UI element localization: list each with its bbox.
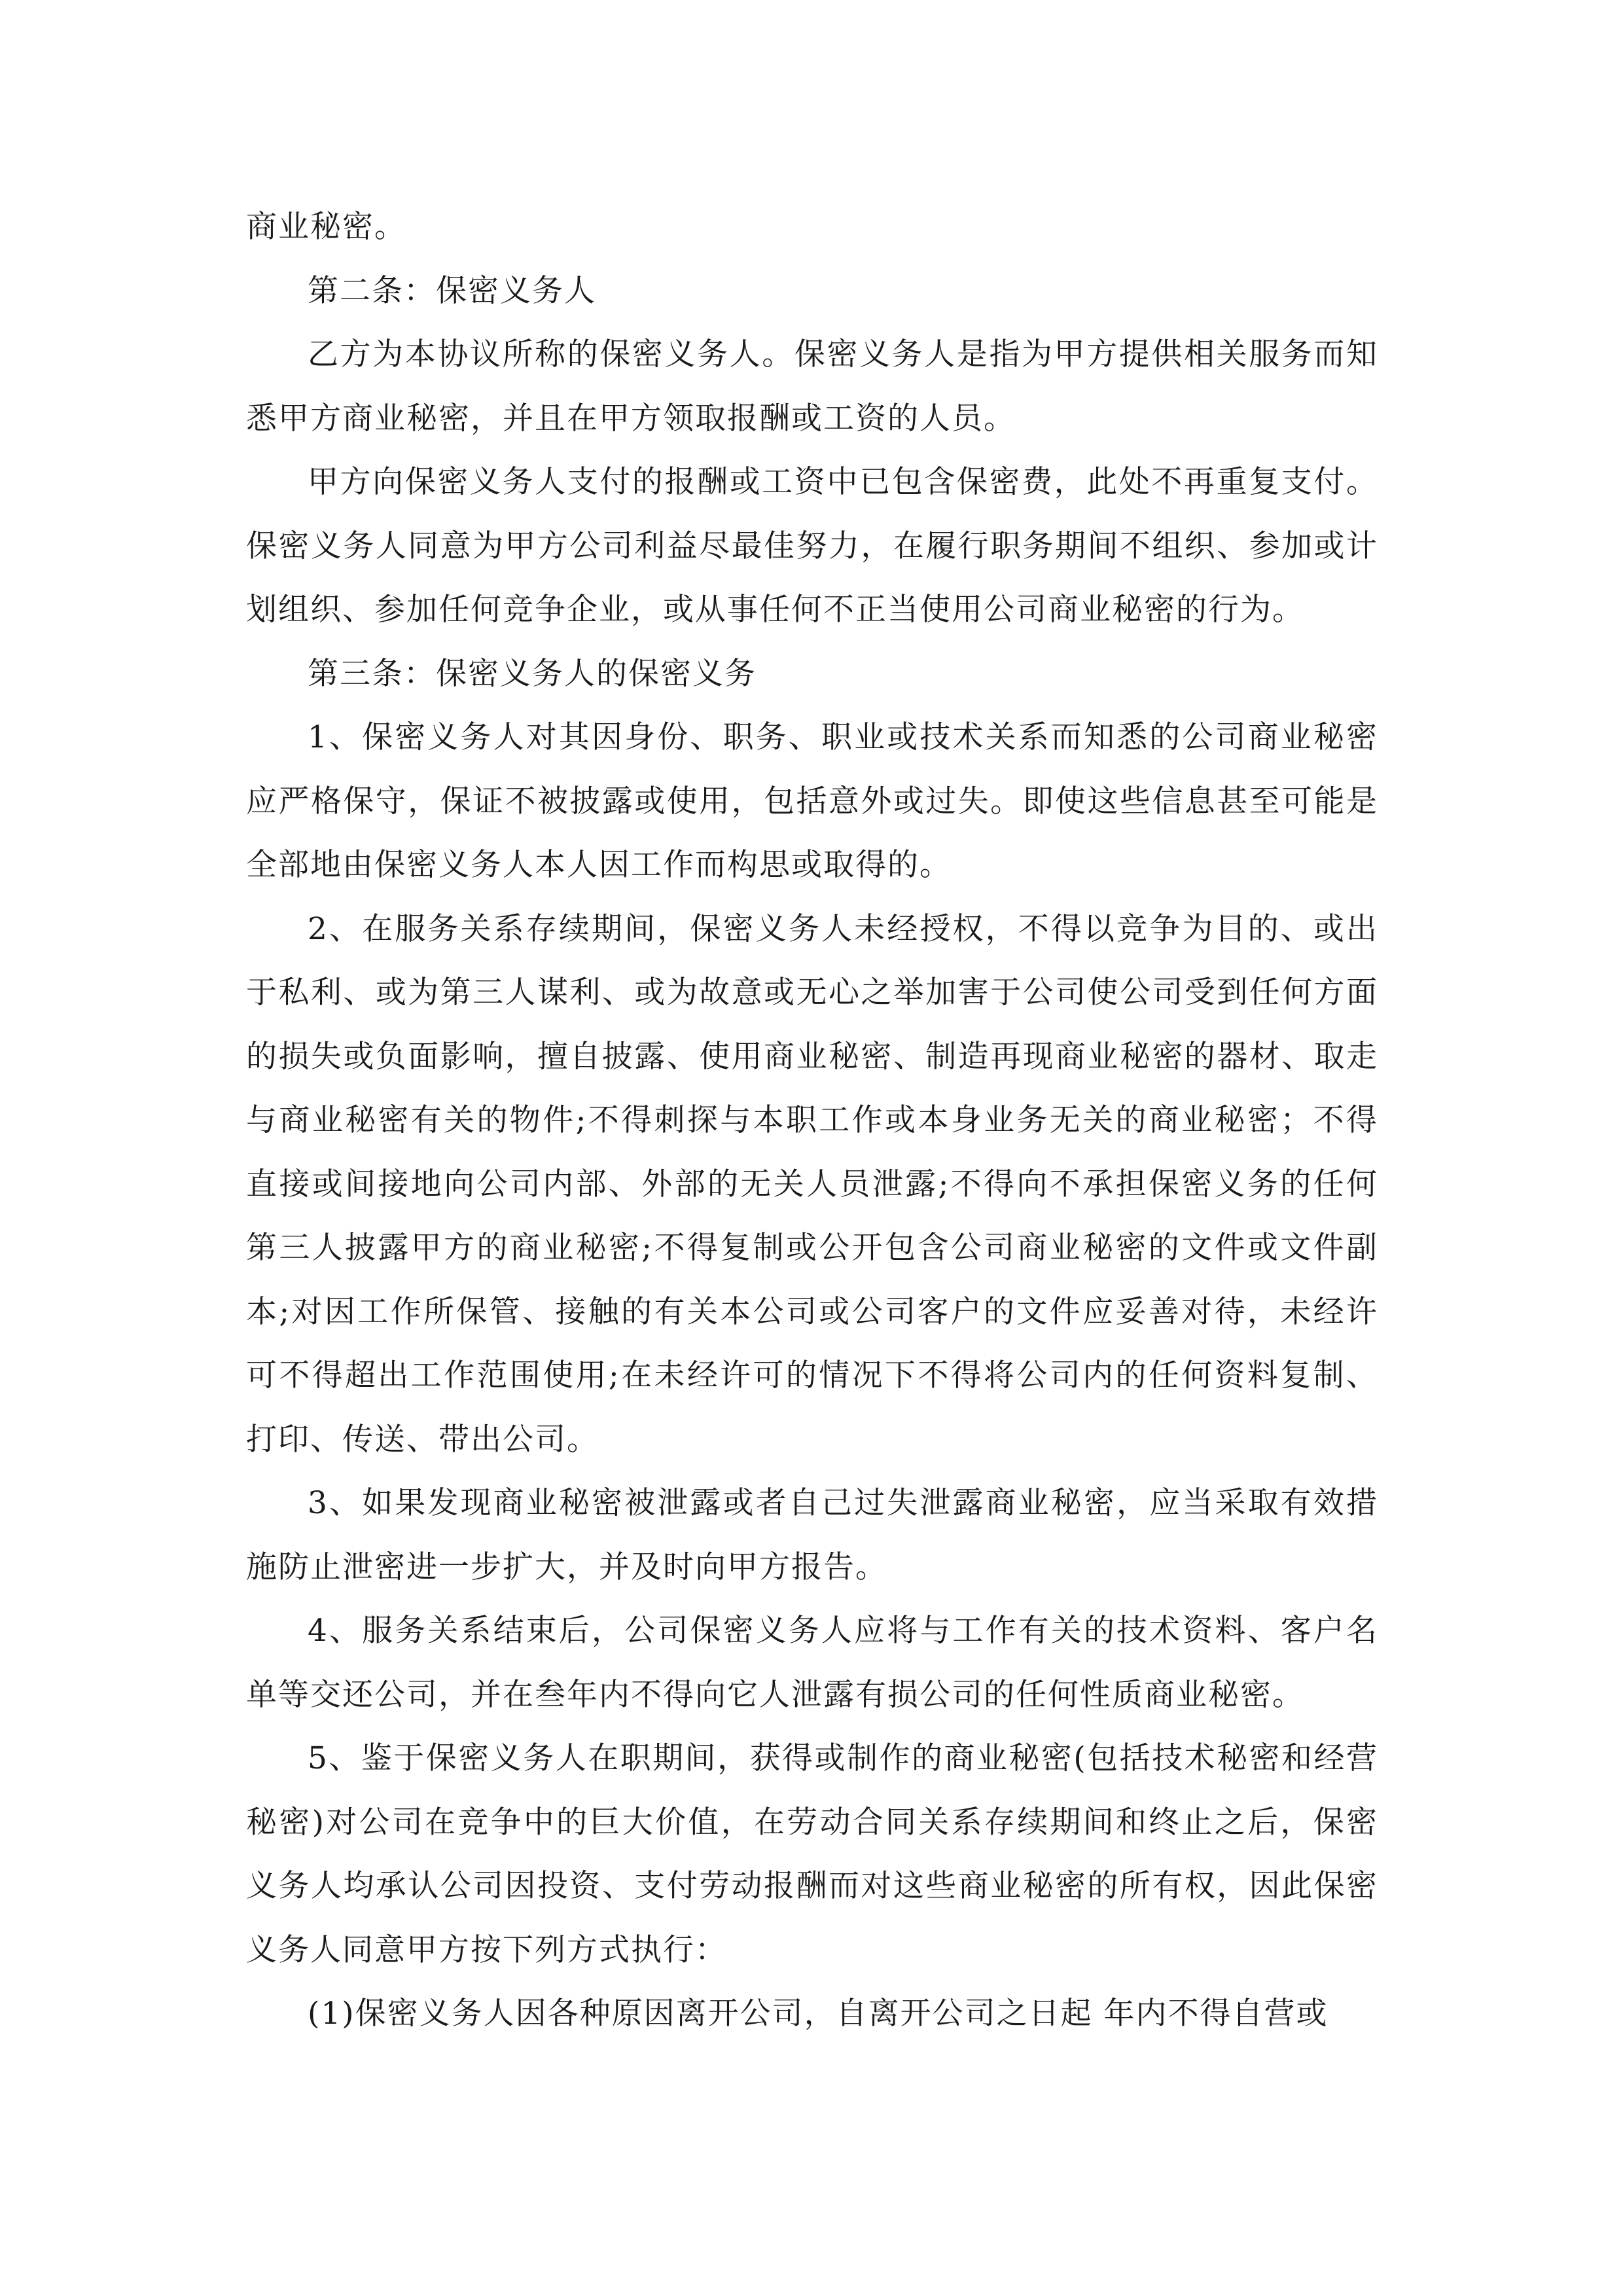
article-2-paragraph-2: 甲方向保密义务人支付的报酬或工资中已包含保密费，此处不再重复支付。保密义务人同意为甲方公司利益尽最佳努力，在履行职务期间不组织、参加或计划组织、参加任何竞争企业，或从事任何不正当使用公司商业秘密的行为。 <box>246 464 1378 628</box>
paragraph-continuation: 商业秘密。 <box>246 209 406 245</box>
article-2-heading: 第二条：保密义务人 <box>308 272 596 309</box>
article-3-clause-4: 4、服务关系结束后，公司保密义务人应将与工作有关的技术资料、客户名单等交还公司，并在叁年内不得向它人泄露有损公司的任何性质商业秘密。 <box>246 1613 1378 1713</box>
article-3-clause-5-item-1: (1)保密义务人因各种原因离开公司，自离开公司之日起 年内不得自营或 <box>308 1996 1329 2032</box>
document-body <box>246 195 1378 2046</box>
article-3-clause-5: 5、鉴于保密义务人在职期间，获得或制作的商业秘密(包括技术秘密和经营秘密)对公司在竞争中的巨大价值，在劳动合同关系存续期间和终止之后，保密义务人均承认公司因投资、支付劳动报酬而对这些商业秘密的所有权，因此保密义务人同意甲方按下列方式执行： <box>246 1740 1378 1968</box>
article-3-clause-2: 2、在服务关系存续期间，保密义务人未经授权，不得以竞争为目的、或出于私利、或为第三人谋利、或为故意或无心之举加害于公司使公司受到任何方面的损失或负面影响，擅自披露、使用商业秘密、制造再现商业秘密的器材、取走与商业秘密有关的物件;不得刺探与本职工作或本身业务无关的商业秘密；不得直接或间接地向公司内部、外部的无关人员泄露;不得向不承担保密义务的任何第三人披露甲方的商业秘密;不得复制或公开包含公司商业秘密的文件或文件副本;对因工作所保管、接触的有关本公司或公司客户的文件应妥善对待，未经许可不得超出工作范围使用;在未经许可的情况下不得将公司内的任何资料复制、打印、传送、带出公司。 <box>246 910 1378 1458</box>
article-2-paragraph-1: 乙方为本协议所称的保密义务人。保密义务人是指为甲方提供相关服务而知悉甲方商业秘密，并且在甲方领取报酬或工资的人员。 <box>246 336 1378 437</box>
article-3-heading: 第三条：保密义务人的保密义务 <box>308 655 757 692</box>
article-3-clause-1: 1、保密义务人对其因身份、职务、职业或技术关系而知悉的公司商业秘密应严格保守，保证不被披露或使用，包括意外或过失。即使这些信息甚至可能是全部地由保密义务人本人因工作而构思或取得的。 <box>246 719 1378 883</box>
article-3-clause-3: 3、如果发现商业秘密被泄露或者自己过失泄露商业秘密，应当采取有效措施防止泄密进一步扩大，并及时向甲方报告。 <box>246 1485 1378 1585</box>
